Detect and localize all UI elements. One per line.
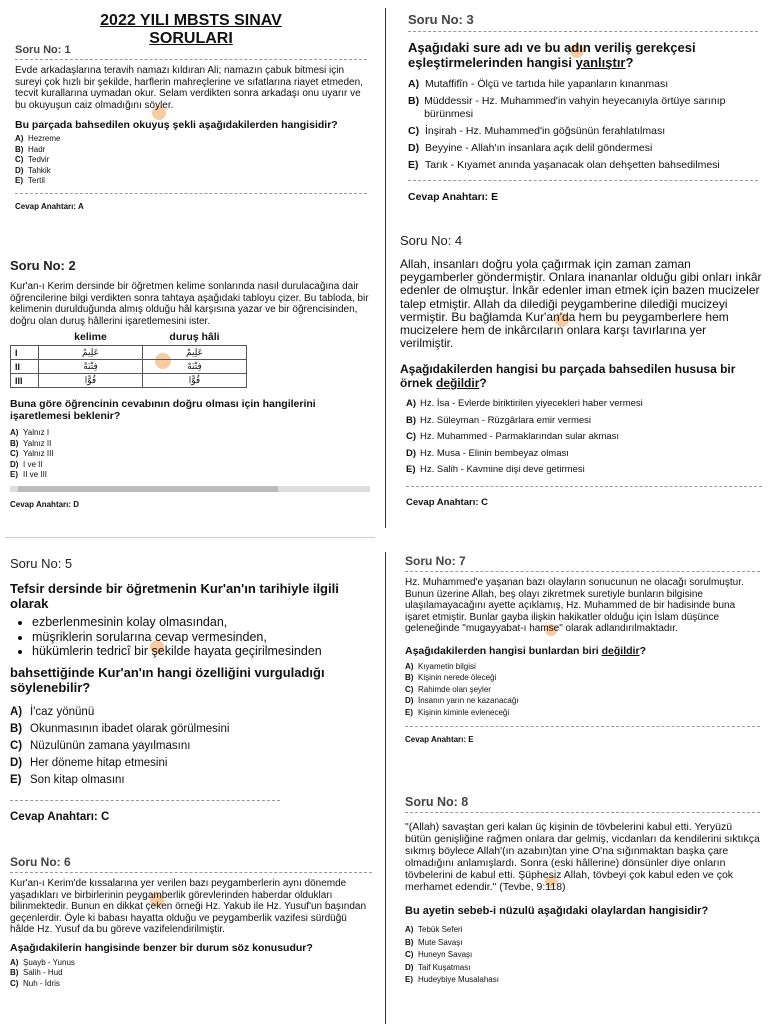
option-d[interactable]: D) Hz. Musa - Elinin bembeyaz olması bbox=[406, 447, 569, 459]
option-d[interactable]: D) I ve II bbox=[10, 459, 43, 469]
separator bbox=[10, 800, 280, 801]
options-list bbox=[10, 958, 372, 990]
question-header: Soru No: 8 bbox=[405, 795, 469, 809]
question-prompt: Bu parçada bahsedilen okuyuş şekli aşağıdakilerden hangisidir? bbox=[15, 119, 338, 132]
option-a[interactable]: A) Hz. İsa - Evlerde biriktirilen yiyecekleri haber vermesi bbox=[406, 398, 643, 410]
option-b[interactable]: B) Kişinin nerede öleceği bbox=[405, 673, 497, 683]
options-list bbox=[10, 705, 372, 788]
question-prompt: Aşağıdakilerden hangisi bunlardan biri değildir? bbox=[405, 644, 646, 657]
option-e[interactable]: E) Tertil bbox=[15, 176, 45, 186]
option-b[interactable]: B) Müddessir - Hz. Muhammed'in vahyin heyecanıyla örtüye sarınıp bürünmesi bbox=[408, 95, 726, 120]
option-b[interactable]: B) Yalnız II bbox=[10, 438, 52, 448]
option-a[interactable]: A) Hezreme bbox=[15, 134, 61, 144]
option-b[interactable]: B) Okunmasının ibadet olarak görülmesini bbox=[10, 722, 230, 735]
separator bbox=[15, 59, 367, 60]
list-item: • müşriklerin sorularına cevap vermesinden, bbox=[32, 630, 372, 645]
option-c[interactable]: C) Tedvir bbox=[15, 155, 50, 165]
table-header-durus: duruş hâli bbox=[169, 331, 220, 344]
answer-key: Cevap Anahtarı: A bbox=[15, 201, 84, 211]
word-table bbox=[10, 329, 247, 388]
question-prompt: Aşağıdaki sure adı ve bu adın veriliş gerekçesi eşleştirmelerinden hangisi yanlıştır? bbox=[408, 40, 696, 70]
option-e[interactable]: E) Kişinin kiminle evleneceği bbox=[405, 707, 510, 717]
page-title: 2022 YILI MBSTS SINAV SORULARI bbox=[100, 12, 282, 47]
options-list bbox=[15, 134, 367, 187]
option-a[interactable]: A) Yalnız I bbox=[10, 428, 50, 438]
question-body: Kur'an-ı Kerim'de kıssalarına yer verilen bazı peygamberlerin aynı dönemde yaşadıkları ve birbirlerinin peygamberlik görevlerinden haberdar oldukları bilinmektedir. Bunun en dikkat çeken örneği Hz. Yakub ile Hz. Yusuf'un başından geçenlerdir. Öyle ki babası hayatta olduğu ve peygamberlik vazifesi sürdüğü hâlde Hz. Yusuf da bu göreve vazifelendirilmiştir. bbox=[10, 878, 367, 936]
question-5 bbox=[10, 556, 372, 846]
option-c[interactable]: C) Hz. Muhammed - Parmaklarından sular akması bbox=[406, 431, 620, 443]
question-body: Kur'an-ı Kerim dersinde bir öğretmen kelime sonlarında nasıl durulacağına dair öğrencilerine bilgi verdikten sonra tahtaya aşağıdaki tabloyu çizer. Bu tabloda, bir kelimenin durulduğunda almış olduğu hâl karşısına yazar ve bir öğrencisinden, doğru olan duruş hâllerini işaretlemesini ister. bbox=[10, 281, 369, 327]
answer-key: Cevap Anahtarı: E bbox=[408, 191, 499, 203]
question-7 bbox=[405, 554, 760, 786]
separator bbox=[408, 180, 758, 181]
option-a[interactable]: A) Tebük Seferi bbox=[405, 925, 463, 934]
question-intro: Tefsir dersinde bir öğretmenin Kur'an'ın tarihiyle ilgili olarak bbox=[10, 581, 339, 611]
question-header: Soru No: 6 bbox=[10, 855, 71, 869]
column-divider-bottom bbox=[385, 552, 386, 1024]
question-2 bbox=[10, 258, 370, 533]
table-row: II فِتْنَةً فِتْنَهْ bbox=[11, 360, 247, 374]
separator bbox=[408, 31, 758, 32]
table-row: III قُوًّا قُوًّا bbox=[11, 374, 247, 388]
separator bbox=[406, 486, 762, 487]
option-e[interactable]: E) Hz. Salih - Kavmine dişi deve getirmesi bbox=[406, 464, 585, 476]
option-b[interactable]: B) Hadr bbox=[15, 144, 46, 154]
question-header: Soru No: 7 bbox=[405, 554, 466, 568]
separator bbox=[405, 812, 760, 813]
separator bbox=[15, 193, 367, 194]
question-prompt: Aşağıdakilerin hangisinde benzer bir durum söz konusudur? bbox=[10, 941, 313, 954]
horizontal-scrollbar[interactable] bbox=[10, 486, 370, 492]
answer-key: Cevap Anahtarı: E bbox=[405, 735, 474, 745]
option-e[interactable]: E) II ve III bbox=[10, 470, 48, 480]
question-6 bbox=[10, 855, 372, 1024]
question-body: Allah, insanları doğru yola çağırmak için zaman zaman peygamberler göndermiştir. Onlara inananlar olduğu gibi onları inkâr edenler de olmuştur. İnkâr edenler iman etmek için bazen mucizeler talep etmiştir. Allah da dilediği peygamberine dilediği mucizeyi vermiştir. Bu bağlamda Kur'an'da hem bu peygamberlere hem mucizelere hem de inkârcıların onlara karşı tavırlarına yer verilmiştir. bbox=[400, 257, 762, 351]
option-b[interactable]: B) Salih - Hud bbox=[10, 968, 63, 978]
question-header: Soru No: 3 bbox=[408, 12, 474, 27]
option-e[interactable]: E) Hudeybiye Musalahası bbox=[405, 975, 499, 984]
separator bbox=[405, 726, 760, 727]
question-prompt: Buna göre öğrencinin cevabının doğru olması için hangilerini işaretlemesi beklenir? bbox=[10, 398, 316, 423]
question-header: Soru No: 4 bbox=[400, 233, 463, 248]
separator bbox=[10, 872, 372, 873]
option-c[interactable]: C) Nuh - İdris bbox=[10, 978, 60, 988]
question-8 bbox=[405, 795, 760, 1024]
option-b[interactable]: B) Hz. Süleyman - Rüzgârlara emir vermesi bbox=[406, 414, 592, 426]
option-c[interactable]: C) Rahimde olan şeyler bbox=[405, 684, 491, 694]
option-a[interactable]: A) Şuayb - Yunus bbox=[10, 957, 75, 967]
option-e[interactable]: E) Tarık - Kıyamet anında yaşanacak olan dehşetten bahsedilmesi bbox=[408, 159, 720, 171]
panel-divider-left bbox=[5, 537, 375, 538]
column-divider-top bbox=[385, 8, 386, 528]
scrollbar-thumb[interactable] bbox=[18, 486, 278, 492]
question-body: Evde arkadaşlarına teravih namazı kıldıran Ali; namazın çabuk bitmesi için sureyi çok hızlı bir şekilde, harflerin mahreçlerine ve sıfatlarına riayet etmeden, tecvit kurallarına uymadan okur. Selam verdikten sonra arkadaşı onu uyarır ve bu okuyuşun caiz olmadığını söyler. bbox=[15, 65, 363, 111]
option-b[interactable]: B) Mute Savaşı bbox=[405, 937, 463, 947]
option-d[interactable]: D) Tahkik bbox=[15, 165, 51, 175]
question-header: Soru No: 5 bbox=[10, 556, 73, 571]
bullet-list bbox=[10, 615, 372, 659]
separator bbox=[405, 571, 760, 572]
answer-key: Cevap Anahtarı: C bbox=[10, 810, 110, 823]
options-list bbox=[10, 428, 370, 481]
question-1 bbox=[15, 44, 367, 252]
question-header: Soru No: 1 bbox=[15, 44, 71, 56]
question-prompt: Bu ayetin sebeb-i nüzulü aşağıdaki olaylardan hangisidir? bbox=[405, 905, 709, 917]
option-c[interactable]: C) Yalnız III bbox=[10, 449, 54, 459]
option-c[interactable]: C) Nüzulünün zamana yayılmasını bbox=[10, 739, 191, 752]
list-item: • hükümlerin tedricî bir şekilde hayata geçirilmesinden bbox=[32, 644, 372, 659]
option-e[interactable]: E) Son kitap olmasını bbox=[10, 773, 125, 786]
option-d[interactable]: D) Taif Kuşatması bbox=[405, 962, 471, 972]
list-item: • ezberlenmesinin kolay olmasından, bbox=[32, 615, 372, 630]
option-d[interactable]: D) İnsanın yarın ne kazanacağı bbox=[405, 696, 519, 706]
options-list bbox=[405, 662, 760, 719]
question-3 bbox=[408, 12, 758, 224]
question-prompt: bahsettiğinde Kur'an'ın hangi özelliğini vurguladığı söylenebilir? bbox=[10, 664, 325, 695]
answer-key: Cevap Anahtarı: C bbox=[406, 496, 489, 508]
question-body: "(Allah) savaştan geri kalan üç kişinin de tövbelerini kabul etti. Yeryüzü bütün genişliğine rağmen onlara dar gelmiş, vicdanları da kendilerini sıktıkça sıkmış böylece Allah'(ın azabın)tan yine O'na sığınmaktan başka çare olmadığını anlamışlardı. Sonra (eski hâllerine) dönsünler diye onların tövbelerini de kabul etti. Şüphesiz Allah, tövbeyi çok kabul eden ve çok merhamet edendir." (Tevbe, 9:118) bbox=[405, 821, 760, 893]
option-c[interactable]: C) İnşirah - Hz. Muhammed'in göğsünün ferahlatılması bbox=[408, 125, 666, 137]
question-body: Hz. Muhammed'e yaşanan bazı olayların sonucunun ne olacağı sorulmuştur. Bunun üzerine Allah, beş olayı zikretmek suretiyle bunların bilgisine ulaşılamayacağını ayette açıklamış, Hz. Muhammed de bir hadisinde buna işaret etmiştir. Bunlar gayba ilişkin hakikatler olduğu için İslam düşünce geleneğinde "mugayyabat-ı hamse" olarak adlandırılmaktadır. bbox=[405, 577, 744, 635]
question-4 bbox=[400, 233, 762, 528]
options-list bbox=[408, 78, 758, 172]
question-prompt: Aşağıdakilerden hangisi bu parçada bahsedilen hususa bir örnek değildir? bbox=[400, 362, 736, 391]
options-list bbox=[405, 925, 760, 986]
option-a[interactable]: A) Kıyametin bilgisi bbox=[405, 661, 476, 671]
table-row: I عَلِيمٌ عَلِيمْ bbox=[11, 346, 247, 360]
options-list bbox=[406, 398, 762, 476]
answer-key: Cevap Anahtarı: D bbox=[10, 499, 80, 509]
table-header-kelime: kelime bbox=[74, 331, 107, 344]
option-d[interactable]: D) Her döneme hitap etmesini bbox=[10, 756, 168, 769]
option-a[interactable]: A) İ'caz yönünü bbox=[10, 705, 95, 718]
option-c[interactable]: C) Huneyn Savaşı bbox=[405, 950, 473, 959]
question-header: Soru No: 2 bbox=[10, 258, 76, 273]
option-a[interactable]: A) Mutaffifîn - Ölçü ve tartıda hile yapanların kınanması bbox=[408, 78, 669, 90]
option-d[interactable]: D) Beyyine - Allah'ın insanlara açık delil göndermesi bbox=[408, 142, 653, 154]
